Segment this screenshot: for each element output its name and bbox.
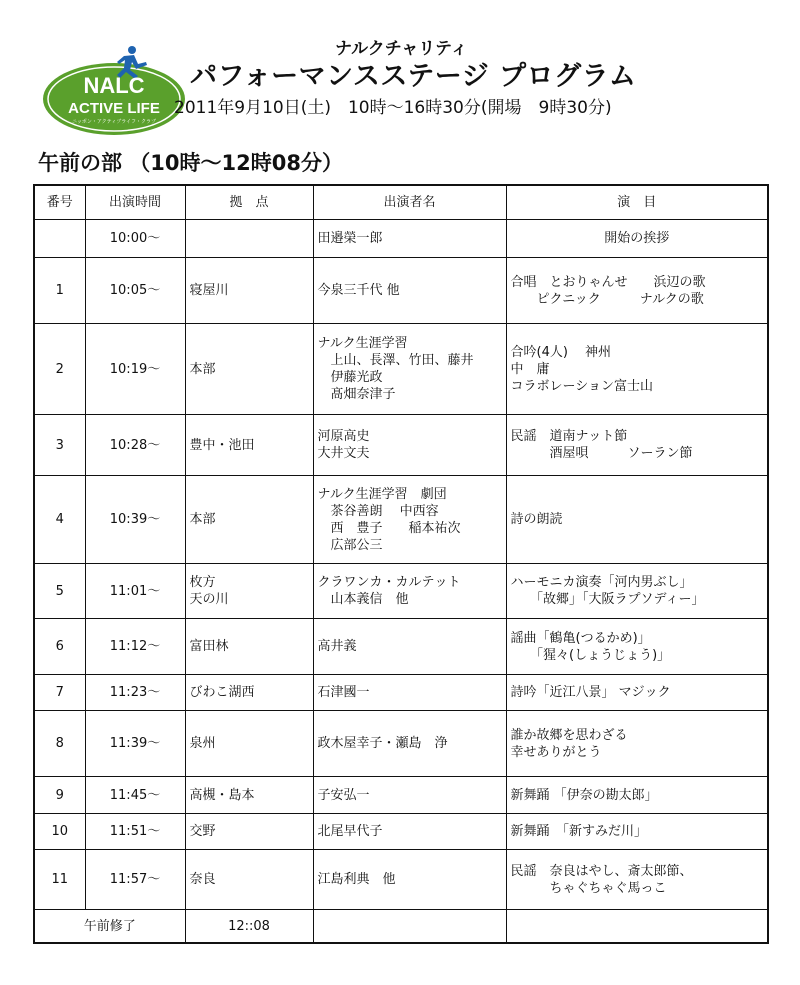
row-performer: ナルク生涯学習 劇団 茶谷善朗 中西容 西 豊子 稲本祐次 広部公三 — [313, 476, 506, 564]
row-time: 11:23～ — [85, 675, 185, 711]
row-performer: 河原高史 大井文夫 — [313, 415, 506, 476]
table-row — [34, 850, 768, 910]
row-location: 本部 — [185, 324, 313, 415]
logo-text-small: ニッポン・アクティブライフ・クラブ — [72, 119, 156, 125]
table-row — [34, 324, 768, 415]
row-location: 奈良 — [185, 850, 313, 910]
row-time: 11:12～ — [85, 619, 185, 675]
row-location: 交野 — [185, 814, 313, 850]
row-performer: 石津國一 — [313, 675, 506, 711]
row-time: 10:19～ — [85, 324, 185, 415]
row-program: ハーモニカ演奏「河内男ぶし」 「故郷」「大阪ラプソディー」 — [506, 564, 768, 619]
header-location: 拠 点 — [185, 185, 313, 220]
row-time: 11:01～ — [85, 564, 185, 619]
logo-text-main: NALC — [83, 73, 145, 98]
row-performer: 北尾早代子 — [313, 814, 506, 850]
row-time: 10:00～ — [85, 220, 185, 258]
row-time: 11:51～ — [85, 814, 185, 850]
row-location — [185, 220, 313, 258]
footer-empty-performer — [313, 910, 506, 944]
row-performer: 高井義 — [313, 619, 506, 675]
row-program: 民謡 道南ナット節 酒屋唄 ソーラン節 — [506, 415, 768, 476]
section-title: 午前の部 （10時～12時08分） — [38, 151, 343, 175]
row-time: 11:45～ — [85, 777, 185, 814]
header-performer: 出演者名 — [313, 185, 506, 220]
row-performer: ナルク生涯学習 上山、長澤、竹田、藤井 伊藤光政 髙畑奈津子 — [313, 324, 506, 415]
row-performer: 今泉三千代 他 — [313, 258, 506, 324]
row-location: 豊中・池田 — [185, 415, 313, 476]
row-program: 合吟(4人) 神州 中 庸 コラボレーション富士山 — [506, 324, 768, 415]
row-performer: クラワンカ・カルテット 山本義信 他 — [313, 564, 506, 619]
table-row — [34, 777, 768, 814]
row-time: 11:57～ — [85, 850, 185, 910]
row-number: 9 — [34, 777, 85, 814]
nalc-logo — [42, 44, 188, 136]
logo-text-sub: ACTIVE LIFE — [68, 100, 160, 117]
table-row — [34, 814, 768, 850]
header-time: 出演時間 — [85, 185, 185, 220]
row-number: 3 — [34, 415, 85, 476]
row-time: 10:39～ — [85, 476, 185, 564]
row-time: 10:05～ — [85, 258, 185, 324]
program-table — [33, 184, 769, 944]
row-program: 誰か故郷を思わざる 幸せありがとう — [506, 711, 768, 777]
table-row — [34, 476, 768, 564]
row-number: 1 — [34, 258, 85, 324]
table-header-row — [34, 185, 768, 220]
header-number: 番号 — [34, 185, 85, 220]
footer-label: 午前修了 — [34, 910, 185, 944]
row-location: 寝屋川 — [185, 258, 313, 324]
row-location: 泉州 — [185, 711, 313, 777]
table-row — [34, 258, 768, 324]
row-program: 開始の挨拶 — [506, 220, 768, 258]
row-location: 本部 — [185, 476, 313, 564]
row-number: 10 — [34, 814, 85, 850]
row-time: 10:28～ — [85, 415, 185, 476]
row-number: 2 — [34, 324, 85, 415]
table-row — [34, 675, 768, 711]
row-program: 民謡 奈良はやし、斎太郎節、 ちゃぐちゃぐ馬っこ — [506, 850, 768, 910]
row-number: 11 — [34, 850, 85, 910]
table-row — [34, 220, 768, 258]
row-number: 6 — [34, 619, 85, 675]
row-performer: 政木屋幸子・瀬島 浄 — [313, 711, 506, 777]
row-location: 富田林 — [185, 619, 313, 675]
table-row — [34, 619, 768, 675]
row-performer: 田邉榮一郎 — [313, 220, 506, 258]
table-footer-row — [34, 910, 768, 944]
table-row — [34, 564, 768, 619]
event-title: パフォーマンスステージ プログラム — [190, 61, 637, 92]
row-location: 高槻・島本 — [185, 777, 313, 814]
row-number: 8 — [34, 711, 85, 777]
row-number — [34, 220, 85, 258]
row-program: 謡曲「鶴亀(つるかめ)」 「猩々(しょうじょう)」 — [506, 619, 768, 675]
row-number: 7 — [34, 675, 85, 711]
footer-time: 12::08 — [185, 910, 313, 944]
row-program: 詩吟「近江八景」 マジック — [506, 675, 768, 711]
table-row — [34, 415, 768, 476]
row-number: 4 — [34, 476, 85, 564]
table-row — [34, 711, 768, 777]
row-program: 合唱 とおりゃんせ 浜辺の歌 ピクニック ナルクの歌 — [506, 258, 768, 324]
row-location: びわこ湖西 — [185, 675, 313, 711]
row-performer: 江島利典 他 — [313, 850, 506, 910]
row-number: 5 — [34, 564, 85, 619]
row-location: 枚方 天の川 — [185, 564, 313, 619]
row-program: 新舞踊 「新すみだ川」 — [506, 814, 768, 850]
footer-empty-program — [506, 910, 768, 944]
header-program: 演 目 — [506, 185, 768, 220]
event-datetime: 2011年9月10日(土) 10時～16時30分(開場 9時30分) — [174, 98, 612, 118]
row-program: 詩の朗読 — [506, 476, 768, 564]
row-time: 11:39～ — [85, 711, 185, 777]
row-performer: 子安弘一 — [313, 777, 506, 814]
row-program: 新舞踊 「伊奈の勘太郎」 — [506, 777, 768, 814]
event-subtitle: ナルクチャリティ — [335, 39, 468, 59]
